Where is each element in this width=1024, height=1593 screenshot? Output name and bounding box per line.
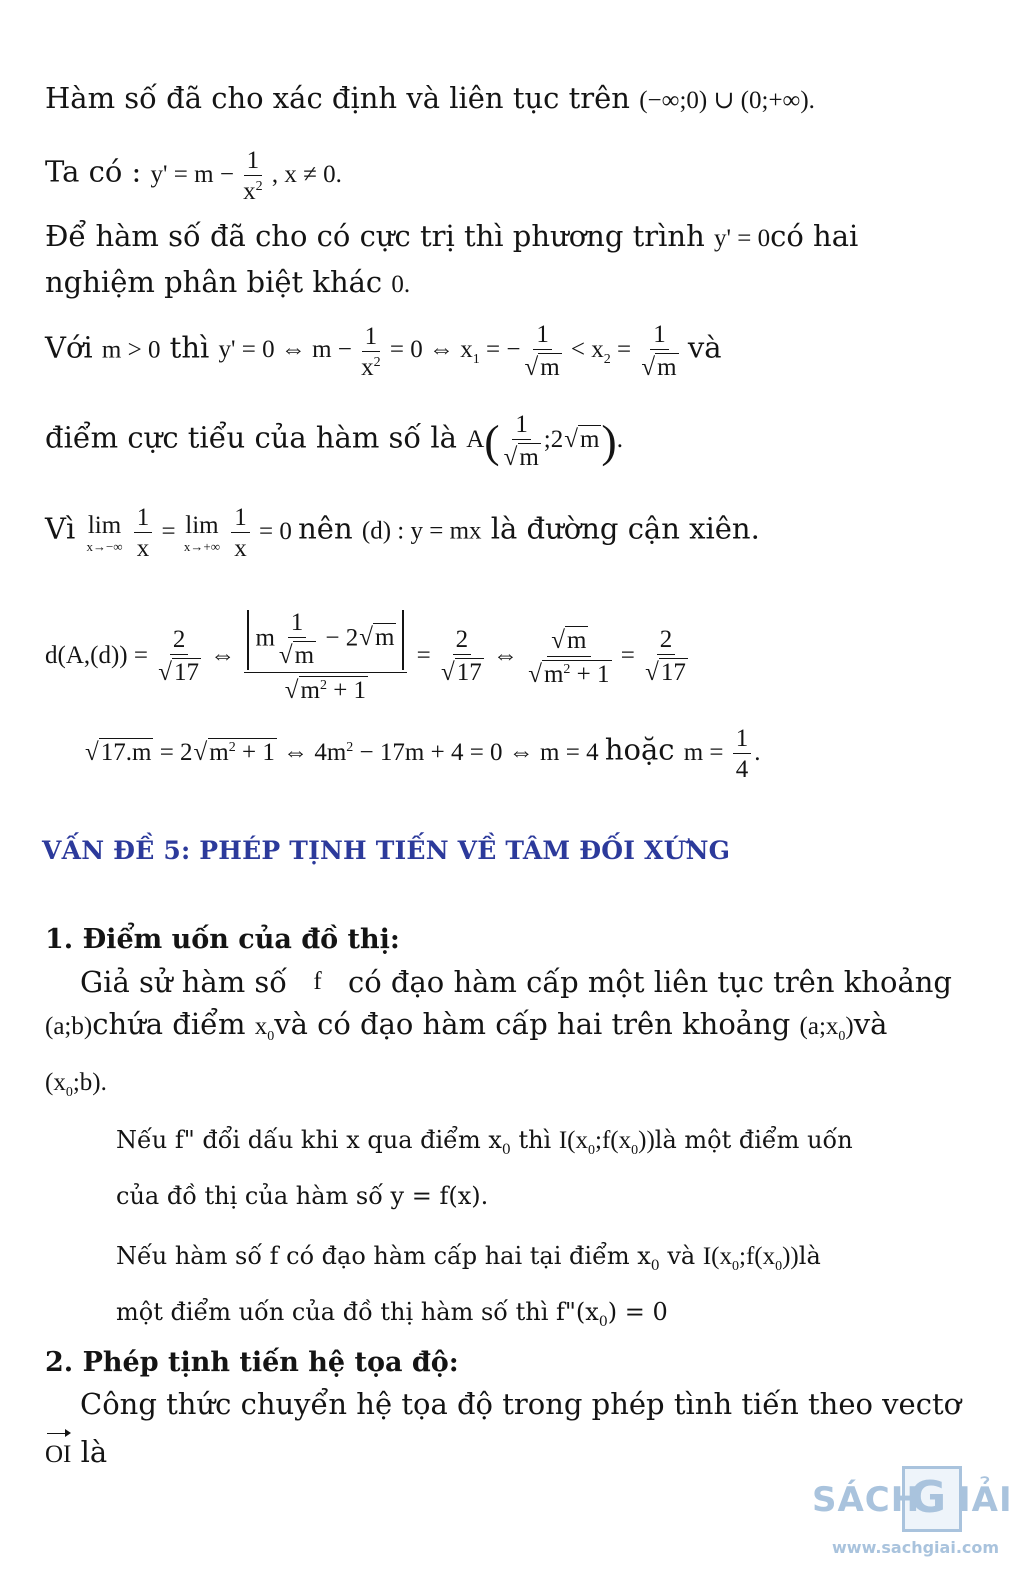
translation-intro-cont: OI là [45, 1434, 107, 1473]
paragraph-condition-cont: nghiệm phân biệt khác 0. [45, 265, 411, 299]
translation-intro: Công thức chuyển hệ tọa độ trong phép tình tiến theo vectơ [80, 1387, 962, 1421]
vector-oi: OI [45, 1437, 71, 1473]
paragraph-condition: Để hàm số đã cho có cực trị thì phương trình y' = 0có hai [45, 219, 859, 253]
domain-expression: (−∞;0) ∪ (0;+∞). [639, 87, 815, 114]
watermark-logo [806, 1466, 1013, 1576]
inflection-rule-1: Nếu f" đổi dấu khi x qua điểm $x_0$ thì $I(x_0;f(x_0))là$ một điểm uốn [116, 1126, 853, 1158]
inflection-intro-3: $(x_0;b)$. [45, 1069, 107, 1100]
logo-text-left: SÁCH [812, 1480, 921, 1520]
subsection-title-translation: 2. Phép tịnh tiến hệ tọa độ: [45, 1347, 459, 1378]
logo-letter-g: G [910, 1472, 947, 1523]
paragraph-domain: Hàm số đã cho xác định và liên tục trên (−∞;0) ∪ (0;+∞). [45, 81, 815, 115]
point-a: A( 1 √ m ;2√ m). [466, 426, 623, 453]
derivative-expression: y' = m − $\frac{1}{x^2}$ , x ≠ 0. [150, 147, 342, 205]
inflection-rule-2-cont: một điểm uốn của đồ thị hàm số thì $f"(x_0) = 0$ [116, 1298, 668, 1330]
fraction: $\frac{1}{x^2}$ [243, 147, 263, 205]
logo-text-right: IẢI [958, 1480, 1013, 1520]
limit-expression: lim x→−∞ $\frac{1}{x}$ = lim x→+∞ $\frac{1}{x}$ = 0 [86, 504, 299, 562]
solution-equation: √ 17.m = 2√ $m^2 + 1$ ⇔ $4m^2 - 17m + 4 = 0$ ⇔ m = 4 hoặc m = $\frac{1}{4}$ . [84, 726, 761, 782]
inflection-intro-2: (a;b)chứa điểm $x_0và$ có đạo hàm cấp hai trên khoảng $(a;x_0)và$ [45, 1007, 888, 1044]
roots-expression: y' = 0 ⇔ m − $\frac{1}{x^2}$ = 0 ⇔ $x_1$ = − 1 √ m < $x_2$ = 1 √ m [219, 336, 688, 363]
paragraph-roots: Với m > 0 thì y' = 0 ⇔ m − $\frac{1}{x^2}$ = 0 ⇔ $x_1$ = − 1 √ m < $x_2$ = 1 √ m và [45, 322, 722, 382]
inflection-rule-2: Nếu hàm số f có đạo hàm cấp hai tại điểm $x_0$ và $I(x_0;f(x_0))là$ [116, 1242, 821, 1274]
subsection-title-inflection: 1. Điểm uốn của đồ thị: [45, 924, 400, 955]
inflection-rule-1-cont: của đồ thị của hàm số y = f(x). [116, 1182, 489, 1210]
logo-url: www.sachgiai.com [832, 1538, 1000, 1557]
inflection-intro: Giả sử hàm số f có đạo hàm cấp một liên tục trên khoảng [80, 965, 952, 999]
section-heading: VẤN ĐỀ 5: PHÉP TỊNH TIẾN VỀ TÂM ĐỐI XỨNG [42, 836, 731, 865]
paragraph-derivative: Ta có : y' = m − $\frac{1}{x^2}$ , x ≠ 0. [45, 147, 342, 205]
distance-equation: d(A,(d)) = 2 √ 17 ⇔ m 1 √ m − 2√ m √ $m^2 + 1$ = 2 √ 17 ⇔ √ m √ $m^2 + 1$ = 2 √ 17 [45, 610, 691, 704]
paragraph-asymptote: Vì lim x→−∞ $\frac{1}{x}$ = lim x→+∞ $\frac{1}{x}$ = 0 nên (d) : y = mx là đường cận xiên. [45, 504, 760, 562]
paragraph-min-point: điểm cực tiểu của hàm số là A( 1 √ m ;2√ m). [45, 412, 623, 472]
